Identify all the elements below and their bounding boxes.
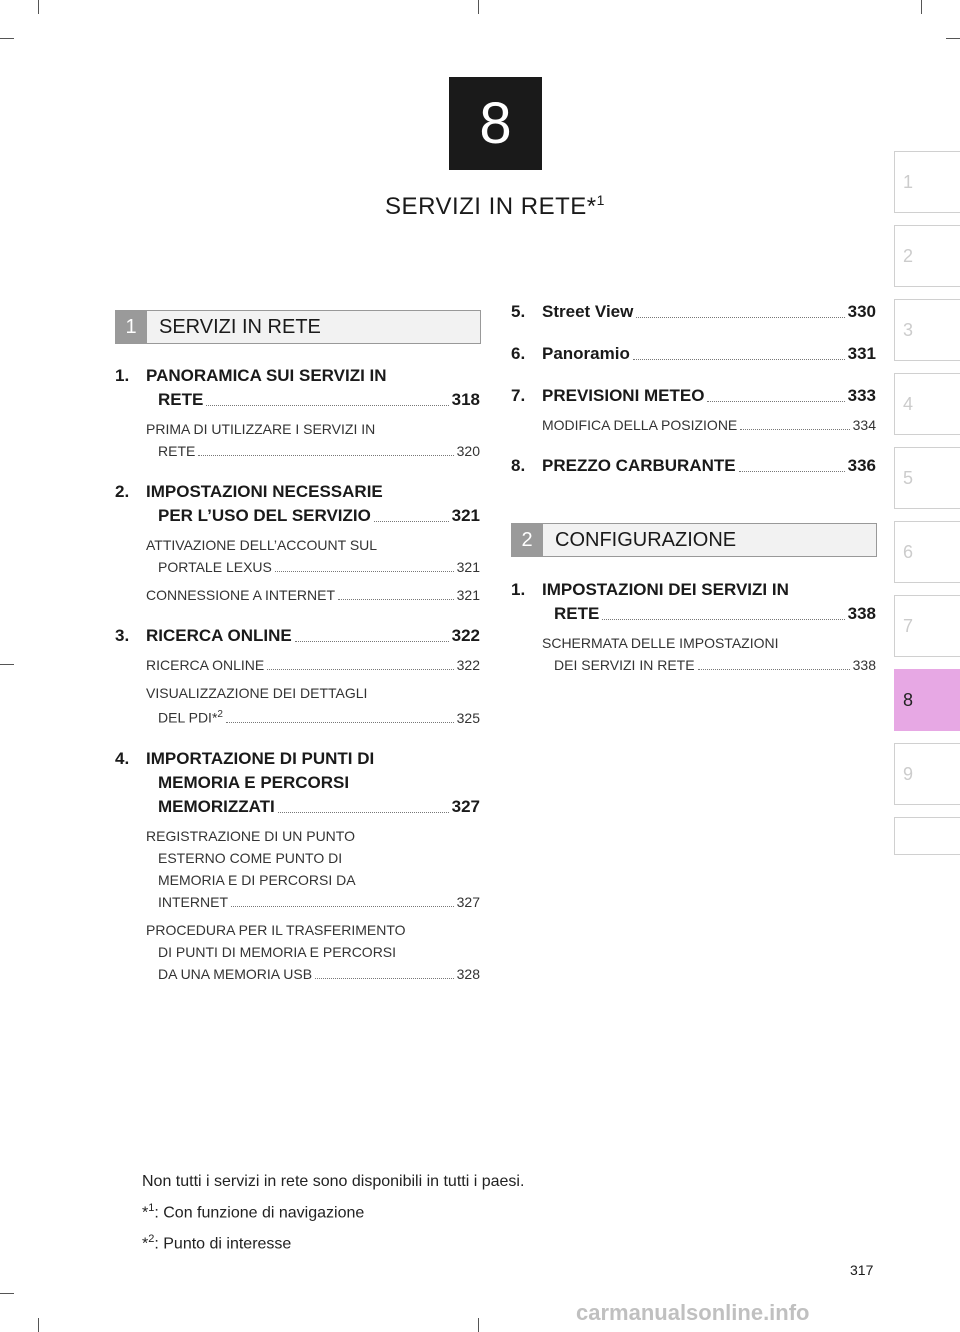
- toc-sub-line[interactable]: [146, 654, 480, 676]
- chapter-number-box: [449, 77, 542, 170]
- page-ref: 336: [847, 456, 876, 475]
- toc-sub-line[interactable]: [146, 704, 480, 729]
- toc-sub-line-text: MEMORIA E DI PERCORSI DA: [158, 871, 356, 888]
- page-ref: 321: [456, 587, 480, 603]
- toc-sub-line-text: RETE: [158, 443, 196, 459]
- toc-main-line-text: RETE: [158, 390, 204, 409]
- page-ref: 338: [852, 657, 876, 673]
- chapter-tab-6[interactable]: 6: [894, 521, 960, 583]
- toc-sub-line-text: PROCEDURA PER IL TRASFERIMENTO: [146, 921, 406, 938]
- page-ref: 322: [451, 626, 480, 645]
- crop-mark: [0, 38, 14, 39]
- leader-dots: [278, 812, 449, 813]
- leader-dots: [231, 906, 454, 907]
- page-ref: 327: [456, 893, 480, 910]
- toc-sub-line-text: RICERCA ONLINE: [146, 657, 265, 673]
- chapter-tab-blank[interactable]: [894, 817, 960, 855]
- footnote-note: Non tutti i servizi in rete sono disponibili in tutti i paesi.: [142, 1173, 525, 1190]
- page-number: 317: [850, 1262, 874, 1278]
- page-ref: 328: [456, 965, 480, 982]
- leader-dots: [275, 571, 454, 572]
- chapter-tab-3[interactable]: 3: [894, 299, 960, 361]
- toc-entry: [115, 480, 480, 606]
- toc-sub-entry: [115, 584, 480, 606]
- crop-mark: [0, 664, 14, 665]
- toc-sub-line-text: DI PUNTI DI MEMORIA E PERCORSI: [158, 943, 397, 960]
- toc-sub-line-text: SCHERMATA DELLE IMPOSTAZIONI: [542, 635, 779, 651]
- page-ref: 320: [456, 443, 480, 459]
- toc-main-line-text: MEMORIZZATI: [158, 796, 275, 816]
- toc-main-title: [511, 384, 876, 408]
- toc-sub-line-text: PORTALE LEXUS: [158, 559, 272, 575]
- chapter-title-sup: 1: [596, 192, 605, 208]
- toc-sub-line-text: PRIMA DI UTILIZZARE I SERVIZI IN: [146, 421, 376, 437]
- footnote-text: : Con funzione di navigazione: [154, 1204, 365, 1222]
- toc-entry: [511, 578, 876, 676]
- page-ref: 322: [456, 657, 480, 673]
- page-ref: 321: [451, 506, 480, 525]
- toc-main-title: [511, 342, 876, 366]
- toc-main-title: [511, 454, 876, 478]
- footnotes: [142, 1168, 524, 1258]
- page-ref: 325: [456, 709, 480, 726]
- page-ref: 334: [852, 417, 876, 433]
- toc-main-line-text: RETE: [554, 604, 600, 623]
- toc-main-line-text: Street View: [542, 302, 634, 321]
- toc-entry: [511, 342, 876, 366]
- footnote-sup: 1: [148, 1202, 155, 1214]
- toc-entry-number: 2.: [115, 482, 130, 501]
- toc-sub-line-text: VISUALIZZAZIONE DEI DETTAGLI: [146, 685, 368, 701]
- chapter-tab-7[interactable]: 7: [894, 595, 960, 657]
- toc-sub-entry: [115, 682, 480, 729]
- toc-sub-line-text: DEL PDI*$^2$: [158, 709, 223, 726]
- chapter-number: 8: [479, 91, 512, 156]
- toc-sub-line[interactable]: [146, 963, 480, 985]
- toc-entry-number: 7.: [511, 386, 526, 405]
- chapter-tab-9[interactable]: 9: [894, 743, 960, 805]
- page-ref: 333: [847, 386, 876, 405]
- toc-sub-line[interactable]: [146, 891, 480, 913]
- toc-entry: [115, 364, 480, 462]
- crop-mark: [38, 1318, 39, 1332]
- toc-sub-entry: [511, 632, 876, 676]
- section-header: [115, 310, 481, 344]
- toc-main-line-text: PREVISIONI METEO: [542, 386, 705, 405]
- toc-sub-line-sup: 2: [217, 709, 223, 720]
- toc-sub-line-text: REGISTRAZIONE DI UN PUNTO: [146, 827, 355, 844]
- page-ref: 338: [847, 604, 876, 623]
- toc-sub-entry: [115, 654, 480, 676]
- section-number: 1: [115, 311, 147, 343]
- toc-main-line-text: IMPOSTAZIONI NECESSARIE: [146, 482, 383, 501]
- toc-sub-entry: [511, 414, 876, 436]
- toc-entry: [511, 384, 876, 436]
- page-ref: 327: [451, 796, 480, 816]
- crop-mark: [921, 0, 922, 14]
- footnote-2: [142, 1226, 524, 1257]
- watermark: carmanualsonline.info: [576, 1300, 810, 1325]
- toc-main-line[interactable]: [146, 388, 480, 412]
- leader-dots: [602, 619, 844, 620]
- toc-entry: [115, 747, 480, 985]
- toc-sub-entry: [115, 418, 480, 462]
- toc-sub-entry: [115, 825, 480, 913]
- toc-sub-line-text: MODIFICA DELLA POSIZIONE: [542, 417, 738, 433]
- chapter-title-text: SERVIZI IN RETE*: [385, 193, 597, 220]
- crop-mark: [478, 1318, 479, 1332]
- page-ref: 318: [451, 390, 480, 409]
- toc-sub-line-text: ATTIVAZIONE DELL’ACCOUNT SUL: [146, 537, 378, 553]
- footnote-1: [142, 1195, 524, 1226]
- toc-sub-entry: [115, 919, 480, 985]
- toc-main-line[interactable]: [542, 342, 876, 366]
- toc-right-column: [511, 300, 876, 496]
- chapter-tab-4[interactable]: 4: [894, 373, 960, 435]
- leader-dots: [374, 521, 449, 522]
- toc-main-line-text: IMPORTAZIONE DI PUNTI DI: [146, 748, 375, 768]
- toc-main-line-text: Panoramio: [542, 344, 630, 363]
- crop-mark: [0, 1293, 14, 1294]
- toc-sub-entry: [115, 534, 480, 578]
- crop-mark: [478, 0, 479, 14]
- chapter-tab-1[interactable]: 1: [894, 151, 960, 213]
- toc-sub-line-text: CONNESSIONE A INTERNET: [146, 587, 336, 603]
- toc-main-title: [511, 578, 876, 626]
- toc-main-line-text: PANORAMICA SUI SERVIZI IN: [146, 366, 387, 385]
- section-number: 2: [511, 524, 543, 556]
- leader-dots: [707, 401, 844, 402]
- footnote-text: : Punto di interesse: [154, 1235, 292, 1253]
- leader-dots: [740, 429, 849, 430]
- toc-main-line-text: IMPOSTAZIONI DEI SERVIZI IN: [542, 580, 789, 599]
- toc-main-title: [115, 747, 480, 819]
- toc-main-line[interactable]: [146, 624, 480, 648]
- chapter-title: [0, 192, 960, 221]
- page-ref: 330: [847, 302, 876, 321]
- toc-main-line-text: MEMORIA E PERCORSI: [158, 772, 350, 792]
- toc-entry: [115, 624, 480, 729]
- toc-sub-line[interactable]: [146, 556, 480, 578]
- crop-mark: [946, 38, 960, 39]
- toc-left-column: [115, 364, 480, 1003]
- leader-dots: [739, 471, 845, 472]
- page-ref: 321: [456, 559, 480, 575]
- toc-sub-line[interactable]: [542, 414, 876, 436]
- toc-entry-number: 1.: [115, 366, 130, 385]
- toc-main-title: [115, 480, 480, 528]
- leader-dots: [198, 455, 453, 456]
- toc-config-column: [511, 578, 876, 694]
- crop-mark: [38, 0, 39, 14]
- toc-entry-number: 8.: [511, 456, 526, 475]
- footnote-sup: 2: [148, 1233, 155, 1246]
- toc-main-line[interactable]: [542, 602, 876, 626]
- toc-main-line-text: PER L’USO DEL SERVIZIO: [158, 506, 371, 525]
- toc-sub-line-text: ESTERNO COME PUNTO DI: [158, 849, 343, 866]
- toc-sub-line-text: DEI SERVIZI IN RETE: [554, 657, 695, 673]
- toc-sub-line[interactable]: [542, 654, 876, 676]
- leader-dots: [315, 978, 454, 979]
- section-title: CONFIGURAZIONE: [555, 528, 737, 551]
- toc-main-line[interactable]: [542, 454, 876, 478]
- leader-dots: [295, 641, 449, 642]
- leader-dots: [267, 669, 453, 670]
- leader-dots: [338, 599, 454, 600]
- toc-entry: [511, 300, 876, 324]
- leader-dots: [226, 722, 454, 723]
- toc-entry-number: 6.: [511, 344, 526, 363]
- toc-main-title: [511, 300, 876, 324]
- toc-sub-line[interactable]: [146, 440, 480, 462]
- toc-main-title: [115, 624, 480, 648]
- chapter-tab-2[interactable]: 2: [894, 225, 960, 287]
- leader-dots: [698, 669, 850, 670]
- toc-main-line[interactable]: [542, 300, 876, 324]
- toc-entry-number: 5.: [511, 302, 526, 321]
- toc-main-line[interactable]: [146, 795, 480, 819]
- toc-main-line-text: RICERCA ONLINE: [146, 626, 292, 645]
- toc-sub-line-text: DA UNA MEMORIA USB: [158, 965, 313, 982]
- toc-sub-line[interactable]: [146, 584, 480, 606]
- toc-main-title: [115, 364, 480, 412]
- section-header: [511, 523, 877, 557]
- section-title: SERVIZI IN RETE: [159, 315, 321, 338]
- leader-dots: [206, 405, 448, 406]
- toc-main-line[interactable]: [146, 504, 480, 528]
- chapter-tab-5[interactable]: 5: [894, 447, 960, 509]
- leader-dots: [633, 359, 845, 360]
- toc-entry-number: 1.: [511, 580, 526, 599]
- footnote-mark: *: [142, 1235, 149, 1253]
- toc-main-line-text: PREZZO CARBURANTE: [542, 456, 736, 475]
- toc-entry-number: 3.: [115, 626, 130, 645]
- toc-sub-line-text: INTERNET: [158, 893, 228, 910]
- leader-dots: [636, 317, 844, 318]
- toc-entry: [511, 454, 876, 478]
- chapter-tab-8[interactable]: 8: [894, 669, 960, 731]
- toc-main-line[interactable]: [542, 384, 876, 408]
- page-ref: 331: [847, 344, 876, 363]
- footnote-mark: *: [142, 1204, 149, 1222]
- toc-entry-number: 4.: [115, 748, 130, 768]
